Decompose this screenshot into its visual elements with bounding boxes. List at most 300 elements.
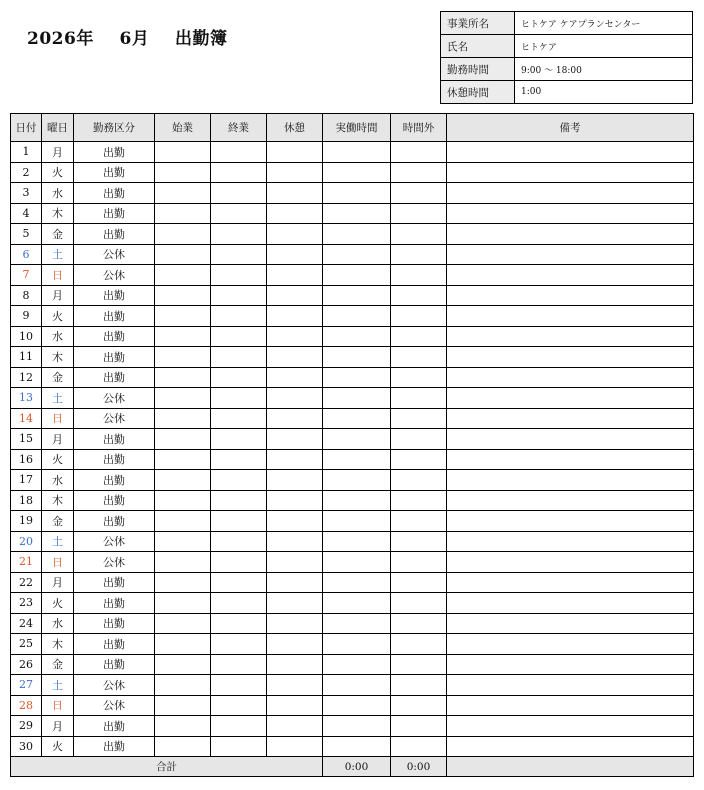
start-time-cell[interactable] xyxy=(155,552,211,573)
work-type-cell[interactable]: 公休 xyxy=(74,408,155,429)
work-type-cell[interactable]: 出勤 xyxy=(74,470,155,491)
date-cell: 29 xyxy=(11,716,42,737)
notes-cell[interactable] xyxy=(447,736,694,757)
break-cell[interactable] xyxy=(267,716,323,737)
start-time-cell[interactable] xyxy=(155,326,211,347)
overtime-cell xyxy=(391,552,447,573)
notes-cell[interactable] xyxy=(447,675,694,696)
notes-cell[interactable] xyxy=(447,183,694,204)
info-label: 氏名 xyxy=(441,35,515,58)
break-cell[interactable] xyxy=(267,511,323,532)
weekday-cell: 土 xyxy=(42,388,74,409)
end-time-cell[interactable] xyxy=(211,511,267,532)
date-cell: 9 xyxy=(11,306,42,327)
work-type-cell[interactable]: 公休 xyxy=(74,552,155,573)
end-time-cell[interactable] xyxy=(211,408,267,429)
work-type-cell[interactable]: 出勤 xyxy=(74,634,155,655)
end-time-cell[interactable] xyxy=(211,572,267,593)
weekday-cell: 木 xyxy=(42,203,74,224)
info-row-hours xyxy=(441,58,693,81)
notes-cell[interactable] xyxy=(447,408,694,429)
overtime-cell xyxy=(391,367,447,388)
end-time-cell[interactable] xyxy=(211,183,267,204)
actual-hours-cell xyxy=(323,408,391,429)
overtime-cell xyxy=(391,634,447,655)
work-type-cell[interactable]: 公休 xyxy=(74,244,155,265)
actual-hours-cell xyxy=(323,388,391,409)
notes-cell[interactable] xyxy=(447,265,694,286)
overtime-cell xyxy=(391,449,447,470)
weekday-cell: 火 xyxy=(42,593,74,614)
actual-hours-cell xyxy=(323,634,391,655)
start-time-cell[interactable] xyxy=(155,429,211,450)
table-row xyxy=(11,306,694,327)
table-row xyxy=(11,634,694,655)
work-type-cell[interactable]: 出勤 xyxy=(74,162,155,183)
end-time-cell[interactable] xyxy=(211,142,267,163)
end-time-cell[interactable] xyxy=(211,203,267,224)
weekday-cell: 火 xyxy=(42,306,74,327)
work-type-cell[interactable]: 出勤 xyxy=(74,490,155,511)
notes-cell[interactable] xyxy=(447,203,694,224)
weekday-cell: 日 xyxy=(42,265,74,286)
actual-hours-cell xyxy=(323,613,391,634)
break-cell[interactable] xyxy=(267,449,323,470)
column-header-weekday: 曜日 xyxy=(42,114,74,142)
weekday-cell: 火 xyxy=(42,162,74,183)
overtime-cell xyxy=(391,736,447,757)
weekday-cell: 金 xyxy=(42,224,74,245)
overtime-cell xyxy=(391,654,447,675)
start-time-cell[interactable] xyxy=(155,142,211,163)
table-row xyxy=(11,449,694,470)
notes-cell[interactable] xyxy=(447,224,694,245)
end-time-cell[interactable] xyxy=(211,326,267,347)
table-row xyxy=(11,347,694,368)
weekday-cell: 火 xyxy=(42,736,74,757)
table-row xyxy=(11,572,694,593)
work-type-cell[interactable]: 出勤 xyxy=(74,306,155,327)
break-cell[interactable] xyxy=(267,203,323,224)
notes-cell[interactable] xyxy=(447,490,694,511)
work-type-cell[interactable]: 出勤 xyxy=(74,326,155,347)
info-row-name xyxy=(441,35,693,58)
notes-cell[interactable] xyxy=(447,449,694,470)
actual-hours-cell xyxy=(323,449,391,470)
date-cell: 16 xyxy=(11,449,42,470)
notes-cell[interactable] xyxy=(447,306,694,327)
end-time-cell[interactable] xyxy=(211,449,267,470)
break-cell[interactable] xyxy=(267,675,323,696)
notes-cell[interactable] xyxy=(447,511,694,532)
weekday-cell: 木 xyxy=(42,634,74,655)
date-cell: 8 xyxy=(11,285,42,306)
employee-name-field[interactable]: ヒトケア xyxy=(515,35,693,58)
date-cell: 14 xyxy=(11,408,42,429)
actual-hours-cell xyxy=(323,429,391,450)
overtime-cell xyxy=(391,244,447,265)
actual-hours-cell xyxy=(323,265,391,286)
end-time-cell[interactable] xyxy=(211,285,267,306)
weekday-cell: 水 xyxy=(42,183,74,204)
work-type-cell[interactable]: 出勤 xyxy=(74,736,155,757)
overtime-cell xyxy=(391,224,447,245)
date-cell: 1 xyxy=(11,142,42,163)
table-row xyxy=(11,408,694,429)
column-header-start: 始業 xyxy=(155,114,211,142)
end-time-cell[interactable] xyxy=(211,716,267,737)
date-cell: 28 xyxy=(11,695,42,716)
weekday-cell: 土 xyxy=(42,531,74,552)
break-cell[interactable] xyxy=(267,572,323,593)
overtime-cell xyxy=(391,695,447,716)
date-cell: 24 xyxy=(11,613,42,634)
break-cell[interactable] xyxy=(267,285,323,306)
break-cell[interactable] xyxy=(267,593,323,614)
notes-cell[interactable] xyxy=(447,634,694,655)
table-row xyxy=(11,388,694,409)
weekday-cell: 金 xyxy=(42,654,74,675)
work-type-cell[interactable]: 出勤 xyxy=(74,285,155,306)
actual-hours-cell xyxy=(323,531,391,552)
weekday-cell: 水 xyxy=(42,326,74,347)
break-cell[interactable] xyxy=(267,490,323,511)
table-row xyxy=(11,429,694,450)
end-time-cell[interactable] xyxy=(211,695,267,716)
work-type-cell[interactable]: 出勤 xyxy=(74,367,155,388)
break-time-field[interactable]: 1:00 xyxy=(515,81,693,104)
work-type-cell[interactable]: 出勤 xyxy=(74,429,155,450)
break-cell[interactable] xyxy=(267,244,323,265)
work-type-cell[interactable]: 公休 xyxy=(74,388,155,409)
notes-cell[interactable] xyxy=(447,593,694,614)
work-type-cell[interactable]: 公休 xyxy=(74,695,155,716)
start-time-cell[interactable] xyxy=(155,367,211,388)
start-time-cell[interactable] xyxy=(155,162,211,183)
table-row xyxy=(11,490,694,511)
work-type-cell[interactable]: 出勤 xyxy=(74,142,155,163)
date-cell: 18 xyxy=(11,490,42,511)
break-cell[interactable] xyxy=(267,634,323,655)
table-row xyxy=(11,367,694,388)
work-total: 0:00 xyxy=(323,757,391,777)
break-cell[interactable] xyxy=(267,654,323,675)
title-text: 出勤簿 xyxy=(175,29,228,49)
start-time-cell[interactable] xyxy=(155,593,211,614)
notes-cell[interactable] xyxy=(447,470,694,491)
table-row xyxy=(11,675,694,696)
table-row xyxy=(11,142,694,163)
notes-cell[interactable] xyxy=(447,285,694,306)
break-cell[interactable] xyxy=(267,367,323,388)
start-time-cell[interactable] xyxy=(155,347,211,368)
overtime-cell xyxy=(391,265,447,286)
notes-cell[interactable] xyxy=(447,347,694,368)
weekday-cell: 月 xyxy=(42,285,74,306)
table-row xyxy=(11,285,694,306)
break-cell[interactable] xyxy=(267,265,323,286)
work-type-cell[interactable]: 出勤 xyxy=(74,224,155,245)
column-header-actual: 実働時間 xyxy=(323,114,391,142)
actual-hours-cell xyxy=(323,695,391,716)
work-type-cell[interactable]: 出勤 xyxy=(74,572,155,593)
actual-hours-cell xyxy=(323,736,391,757)
attendance-table xyxy=(10,113,694,777)
break-cell[interactable] xyxy=(267,142,323,163)
end-time-cell[interactable] xyxy=(211,265,267,286)
overtime-cell xyxy=(391,162,447,183)
overtime-cell xyxy=(391,203,447,224)
start-time-cell[interactable] xyxy=(155,613,211,634)
date-cell: 5 xyxy=(11,224,42,245)
date-cell: 30 xyxy=(11,736,42,757)
weekday-cell: 日 xyxy=(42,552,74,573)
notes-cell[interactable] xyxy=(447,142,694,163)
end-time-cell[interactable] xyxy=(211,552,267,573)
weekday-cell: 木 xyxy=(42,347,74,368)
notes-cell[interactable] xyxy=(447,367,694,388)
break-cell[interactable] xyxy=(267,531,323,552)
start-time-cell[interactable] xyxy=(155,449,211,470)
date-cell: 19 xyxy=(11,511,42,532)
notes-cell[interactable] xyxy=(447,695,694,716)
break-cell[interactable] xyxy=(267,326,323,347)
table-row xyxy=(11,695,694,716)
notes-cell[interactable] xyxy=(447,613,694,634)
date-cell: 11 xyxy=(11,347,42,368)
start-time-cell[interactable] xyxy=(155,695,211,716)
notes-cell[interactable] xyxy=(447,654,694,675)
work-type-cell[interactable]: 出勤 xyxy=(74,593,155,614)
work-type-cell[interactable]: 出勤 xyxy=(74,203,155,224)
break-cell[interactable] xyxy=(267,470,323,491)
table-row xyxy=(11,613,694,634)
weekday-cell: 水 xyxy=(42,470,74,491)
table-row xyxy=(11,326,694,347)
break-cell[interactable] xyxy=(267,306,323,327)
end-time-cell[interactable] xyxy=(211,531,267,552)
office-name-field[interactable]: ヒトケア ケアプランセンター xyxy=(515,12,693,35)
work-type-cell[interactable]: 出勤 xyxy=(74,654,155,675)
date-cell: 2 xyxy=(11,162,42,183)
page-title xyxy=(27,24,228,49)
start-time-cell[interactable] xyxy=(155,470,211,491)
table-row xyxy=(11,531,694,552)
start-time-cell[interactable] xyxy=(155,388,211,409)
start-time-cell[interactable] xyxy=(155,572,211,593)
overtime-cell xyxy=(391,306,447,327)
end-time-cell[interactable] xyxy=(211,162,267,183)
table-row xyxy=(11,736,694,757)
overtime-cell xyxy=(391,408,447,429)
break-cell[interactable] xyxy=(267,695,323,716)
title-year: 2026年 xyxy=(27,29,94,49)
overtime-cell xyxy=(391,429,447,450)
end-time-cell[interactable] xyxy=(211,367,267,388)
start-time-cell[interactable] xyxy=(155,490,211,511)
start-time-cell[interactable] xyxy=(155,244,211,265)
start-time-cell[interactable] xyxy=(155,285,211,306)
notes-cell[interactable] xyxy=(447,552,694,573)
table-row xyxy=(11,511,694,532)
weekday-cell: 土 xyxy=(42,244,74,265)
break-cell[interactable] xyxy=(267,429,323,450)
actual-hours-cell xyxy=(323,347,391,368)
actual-hours-cell xyxy=(323,490,391,511)
start-time-cell[interactable] xyxy=(155,634,211,655)
table-row xyxy=(11,183,694,204)
date-cell: 26 xyxy=(11,654,42,675)
column-header-notes: 備考 xyxy=(447,114,694,142)
work-type-cell[interactable]: 出勤 xyxy=(74,716,155,737)
actual-hours-cell xyxy=(323,306,391,327)
weekday-cell: 月 xyxy=(42,572,74,593)
end-time-cell[interactable] xyxy=(211,736,267,757)
weekday-cell: 木 xyxy=(42,490,74,511)
date-cell: 15 xyxy=(11,429,42,450)
start-time-cell[interactable] xyxy=(155,203,211,224)
weekday-cell: 日 xyxy=(42,695,74,716)
break-cell[interactable] xyxy=(267,408,323,429)
notes-cell[interactable] xyxy=(447,388,694,409)
table-row xyxy=(11,244,694,265)
break-cell[interactable] xyxy=(267,613,323,634)
break-cell[interactable] xyxy=(267,736,323,757)
notes-cell[interactable] xyxy=(447,429,694,450)
work-type-cell[interactable]: 出勤 xyxy=(74,613,155,634)
work-type-cell[interactable]: 出勤 xyxy=(74,347,155,368)
break-cell[interactable] xyxy=(267,224,323,245)
notes-cell[interactable] xyxy=(447,244,694,265)
overtime-cell xyxy=(391,326,447,347)
notes-cell[interactable] xyxy=(447,572,694,593)
total-label: 合計 xyxy=(11,757,323,777)
end-time-cell[interactable] xyxy=(211,470,267,491)
actual-hours-cell xyxy=(323,593,391,614)
date-cell: 6 xyxy=(11,244,42,265)
start-time-cell[interactable] xyxy=(155,408,211,429)
actual-hours-cell xyxy=(323,572,391,593)
start-time-cell[interactable] xyxy=(155,511,211,532)
date-cell: 4 xyxy=(11,203,42,224)
end-time-cell[interactable] xyxy=(211,224,267,245)
overtime-cell xyxy=(391,716,447,737)
end-time-cell[interactable] xyxy=(211,593,267,614)
end-time-cell[interactable] xyxy=(211,675,267,696)
notes-cell[interactable] xyxy=(447,531,694,552)
end-time-cell[interactable] xyxy=(211,490,267,511)
start-time-cell[interactable] xyxy=(155,654,211,675)
overtime-cell xyxy=(391,613,447,634)
end-time-cell[interactable] xyxy=(211,244,267,265)
overtime-cell xyxy=(391,183,447,204)
start-time-cell[interactable] xyxy=(155,224,211,245)
start-time-cell[interactable] xyxy=(155,716,211,737)
end-time-cell[interactable] xyxy=(211,347,267,368)
overtime-cell xyxy=(391,490,447,511)
weekday-cell: 土 xyxy=(42,675,74,696)
end-time-cell[interactable] xyxy=(211,388,267,409)
notes-cell[interactable] xyxy=(447,716,694,737)
break-cell[interactable] xyxy=(267,388,323,409)
notes-cell[interactable] xyxy=(447,162,694,183)
date-cell: 21 xyxy=(11,552,42,573)
info-row-office xyxy=(441,12,693,35)
start-time-cell[interactable] xyxy=(155,183,211,204)
break-cell[interactable] xyxy=(267,552,323,573)
table-row xyxy=(11,716,694,737)
overtime-cell xyxy=(391,285,447,306)
work-hours-field[interactable]: 9:00 〜 18:00 xyxy=(515,58,693,81)
weekday-cell: 月 xyxy=(42,716,74,737)
overtime-cell xyxy=(391,511,447,532)
break-cell[interactable] xyxy=(267,347,323,368)
break-cell[interactable] xyxy=(267,183,323,204)
overtime-total: 0:00 xyxy=(391,757,447,777)
end-time-cell[interactable] xyxy=(211,429,267,450)
overtime-cell xyxy=(391,593,447,614)
work-type-cell[interactable]: 公休 xyxy=(74,675,155,696)
overtime-cell xyxy=(391,675,447,696)
weekday-cell: 月 xyxy=(42,142,74,163)
column-header-overtime: 時間外 xyxy=(391,114,447,142)
info-row-break xyxy=(441,81,693,104)
date-cell: 10 xyxy=(11,326,42,347)
date-cell: 20 xyxy=(11,531,42,552)
end-time-cell[interactable] xyxy=(211,654,267,675)
end-time-cell[interactable] xyxy=(211,634,267,655)
actual-hours-cell xyxy=(323,367,391,388)
overtime-cell xyxy=(391,470,447,491)
start-time-cell[interactable] xyxy=(155,531,211,552)
actual-hours-cell xyxy=(323,224,391,245)
break-cell[interactable] xyxy=(267,162,323,183)
table-row xyxy=(11,654,694,675)
overtime-cell xyxy=(391,572,447,593)
notes-cell[interactable] xyxy=(447,326,694,347)
actual-hours-cell xyxy=(323,203,391,224)
work-type-cell[interactable]: 出勤 xyxy=(74,183,155,204)
weekday-cell: 金 xyxy=(42,511,74,532)
start-time-cell[interactable] xyxy=(155,265,211,286)
actual-hours-cell xyxy=(323,285,391,306)
end-time-cell[interactable] xyxy=(211,613,267,634)
work-type-cell[interactable]: 公休 xyxy=(74,531,155,552)
date-cell: 7 xyxy=(11,265,42,286)
date-cell: 27 xyxy=(11,675,42,696)
weekday-cell: 月 xyxy=(42,429,74,450)
end-time-cell[interactable] xyxy=(211,306,267,327)
actual-hours-cell xyxy=(323,654,391,675)
actual-hours-cell xyxy=(323,470,391,491)
work-type-cell[interactable]: 出勤 xyxy=(74,511,155,532)
overtime-cell xyxy=(391,142,447,163)
start-time-cell[interactable] xyxy=(155,306,211,327)
column-header-type: 勤務区分 xyxy=(74,114,155,142)
actual-hours-cell xyxy=(323,162,391,183)
actual-hours-cell xyxy=(323,326,391,347)
table-row xyxy=(11,265,694,286)
column-header-date: 日付 xyxy=(11,114,42,142)
column-header-break: 休憩 xyxy=(267,114,323,142)
date-cell: 23 xyxy=(11,593,42,614)
actual-hours-cell xyxy=(323,142,391,163)
work-type-cell[interactable]: 公休 xyxy=(74,265,155,286)
work-type-cell[interactable]: 出勤 xyxy=(74,449,155,470)
start-time-cell[interactable] xyxy=(155,675,211,696)
start-time-cell[interactable] xyxy=(155,736,211,757)
date-cell: 13 xyxy=(11,388,42,409)
